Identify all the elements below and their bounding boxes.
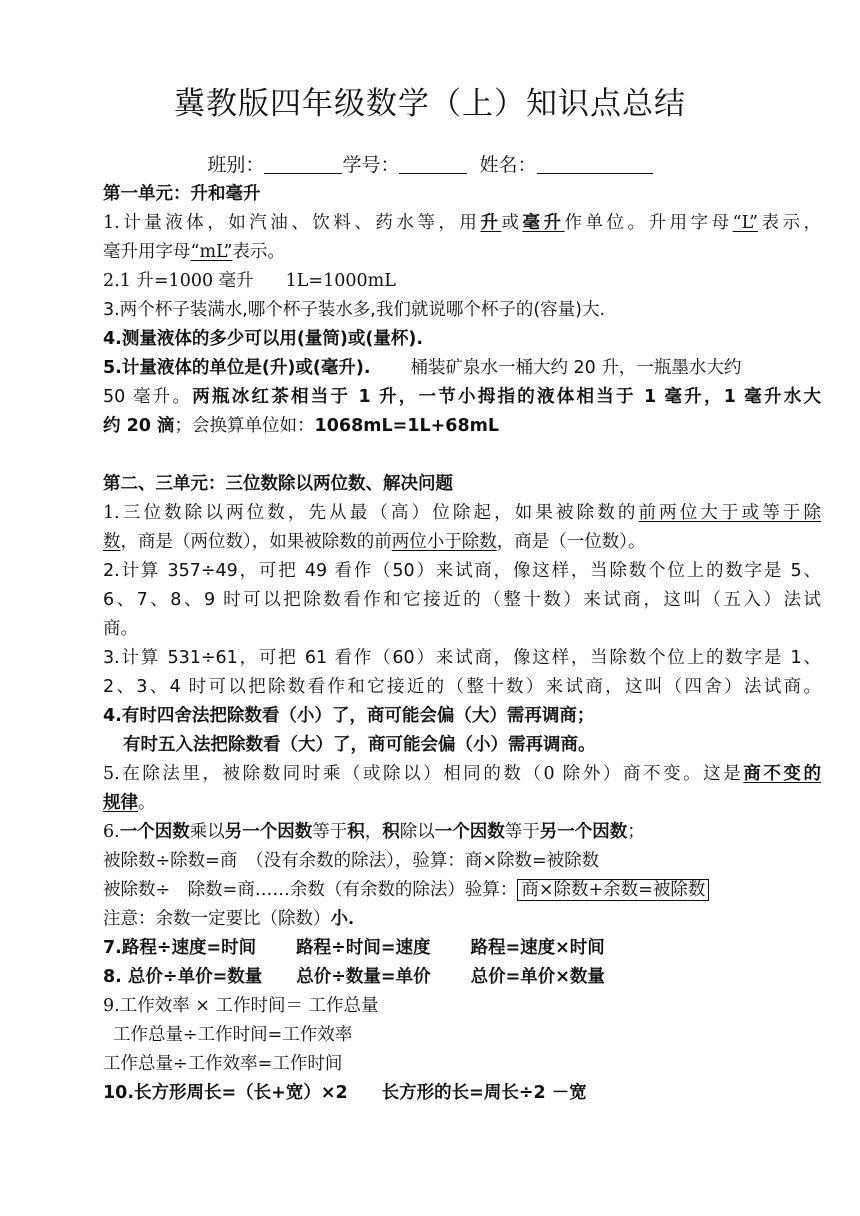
unit1-item1-line1 [103,209,821,238]
underlined-text: 规律 [103,793,138,813]
name-blank [537,154,653,174]
text: 毫升用字母 [103,242,191,262]
text: 两瓶冰红茶相当于 1 升，一节小拇指的液体相当于 1 毫升，1 毫升水大 [192,387,821,407]
page-title: 冀教版四年级数学（上）知识点总结 [174,86,686,122]
unit1-item1-line2 [103,238,821,267]
text: 1.三位数除以两位数，先从最（高）位除起，如果被除数的 [103,503,639,523]
unit23-item3-line1: 3.计算 531÷61，可把 61 看作（60）来试商，像这样，当除数个位上的数字是 1、 [103,648,821,668]
underlined-text: 前两位大于或等于除 [638,503,821,523]
text: 注意：余数一定要比（除数） [103,909,331,929]
boxed-formula: 商×除数+余数=被除数 [517,879,709,901]
term-sheng: 升 [480,213,502,233]
text: 6. [103,822,120,842]
content [103,180,821,1108]
unit1-item3: 3.两个杯子装满水,哪个杯子装水多,我们就说哪个杯子的(容量)大. [103,300,606,320]
spacer [103,441,821,470]
bold-term: 另一个因数 [224,822,313,842]
unit1-heading: 第一单元：升和毫升 [103,184,261,204]
unit1-item5-line2 [103,383,821,412]
formula: 8. 总价÷单价=数量 [103,967,263,987]
class-blank [264,154,342,174]
unit1-item4: 4.测量液体的多少可以用(量筒)或(量杯). [103,329,423,349]
text: 等于 [312,822,348,842]
letter-L: “L” [732,213,758,233]
student-id-label: 学号： [342,154,400,176]
unit1-item5-line1 [103,354,821,383]
formula: 7.路程÷速度=时间 [103,938,257,958]
text: 表示， [757,213,822,233]
underlined-text: 两位小于除数 [391,532,497,552]
term-haosheng: 毫升 [522,213,565,233]
text: 5.计量液体的单位是(升)或(毫升). [103,358,371,378]
unit23-item4-line1: 4.有时四舍法把除数看（小）了，商可能会偏（大）需再调商； [103,706,595,726]
bold-term: 另一个因数 [539,822,628,842]
unit23-item2-line1: 2.计算 357÷49，可把 49 看作（50）来试商，像这样，当除数个位上的数字是 5、 [103,561,821,581]
formula: 总价÷数量=单价 [296,967,431,987]
text: 除以 [399,822,435,842]
unit23-item6-line3 [103,876,821,905]
unit23-item1-line2 [103,528,821,557]
unit23-item9-line2: 工作总量÷工作时间=工作效率 [113,1025,353,1045]
text: 50 毫升。 [103,387,193,407]
text: 5.在除法里，被除数同时乘（或除以）相同的数（0 除外）商不变。这是 [103,764,744,784]
bold-term: 积 [347,822,365,842]
unit23-item10 [103,1079,821,1108]
unit23-item9-line1: 9.工作效率 × 工作时间＝ 工作总量 [103,996,379,1016]
text: 2.1 升=1000 毫升 [103,271,254,291]
text: 桶装矿泉水一桶大约 20 升，一瓶墨水大约 [410,358,742,378]
formula: 路程÷时间=速度 [296,938,431,958]
text: 等于 [504,822,540,842]
text: ； [627,822,645,842]
text: 1L=1000mL [285,271,396,291]
unit23-item2-line2: 6、7、8、9 时可以把除数看作和它接近的（整十数）来试商，这叫（五入）法试 [103,590,821,610]
formula: 总价=单价×数量 [470,967,605,987]
unit23-item4-line2: 有时五入法把除数看（大）了，商可能会偏（小）需再调商。 [123,735,596,755]
unit23-item7 [103,934,821,963]
student-id-blank [399,154,467,174]
unit1-item5-line3 [103,412,821,441]
unit23-item6-line1 [103,818,821,847]
text: 1.计量液体，如汽油、饮料、药水等，用 [103,213,481,233]
unit23-item5-line2 [103,789,821,818]
unit23-item6-line4 [103,905,821,934]
text: ；会换算单位如： [174,416,315,436]
underlined-text: 数 [103,532,121,552]
unit23-item3-line2: 2、3、4 时可以把除数看作和它接近的（整十数）来试商，这叫（四舍）法试商。 [103,677,821,697]
formula: 路程=速度×时间 [470,938,605,958]
class-label: 班别： [207,154,265,176]
name-label: 姓名： [479,154,537,176]
unit23-item5-line1 [103,760,821,789]
letter-mL: “mL” [190,242,233,262]
unit23-item2-line3: 商。 [103,619,138,639]
text: ，商是（一位数）。 [496,532,646,552]
text: ，商是（两位数），如果被除数的前 [120,532,392,552]
text: 小. [330,909,355,929]
text: 表示。 [232,242,285,262]
text: 。 [138,793,156,813]
text: ， [364,822,383,842]
unit23-item1-line1 [103,499,821,528]
unit23-item6-line2: 被除数÷除数=商 （没有余数的除法），验算：商×除数=被除数 [103,851,600,871]
formula: 长方形的长=周长÷2 －宽 [381,1083,587,1103]
text: 或 [501,213,523,233]
unit23-item9-line3: 工作总量÷工作效率=工作时间 [103,1054,343,1074]
bold-term: 一个因数 [119,822,190,842]
unit23-item8 [103,963,821,992]
formula: 10.长方形周长=（长+宽）×2 [103,1083,348,1103]
text: 1068mL=1L+68mL [314,416,500,436]
bold-term: 积 [382,822,400,842]
student-info-line [0,150,860,177]
unit23-heading: 第二、三单元：三位数除以两位数、解决问题 [103,474,453,494]
text: 乘以 [189,822,225,842]
text: 作单位。升用字母 [564,213,733,233]
underlined-text: 商不变的 [743,764,821,784]
text: 被除数÷ 除数=商……余数（有余数的除法）验算： [103,880,518,900]
unit1-item2 [103,267,821,296]
bold-term: 一个因数 [434,822,505,842]
text: 约 20 滴 [103,416,175,436]
